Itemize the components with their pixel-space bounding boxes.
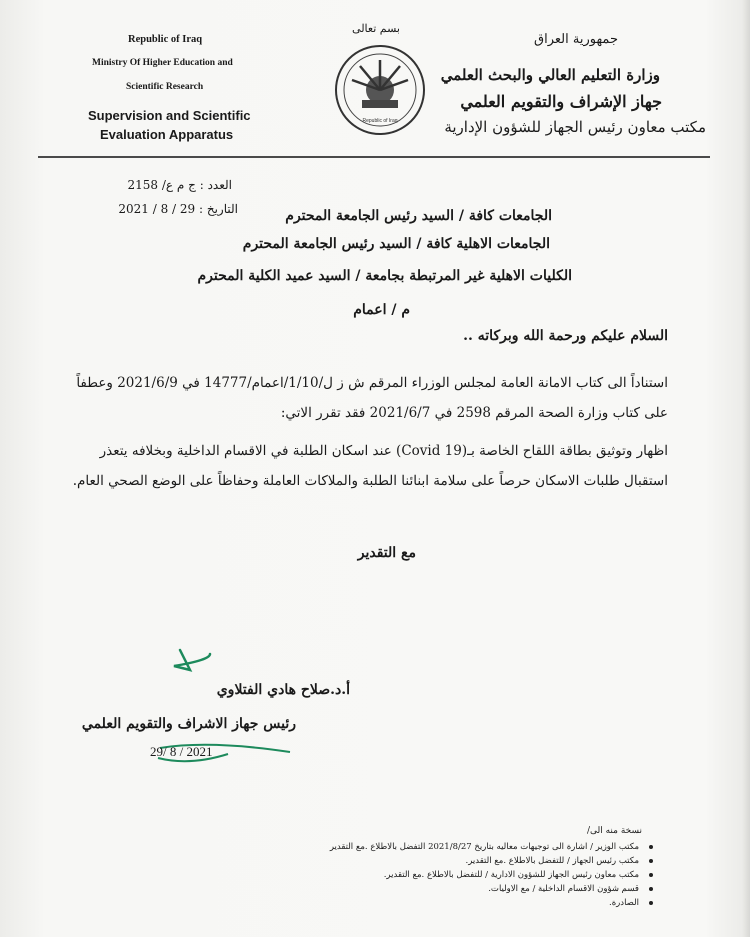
header-en-agency-2: Evaluation Apparatus [100,127,234,142]
closing-remark: مع التقدير [357,545,416,561]
greeting: السلام عليكم ورحمة الله وبركاته .. [463,328,668,344]
addressee-1: الجامعات كافة / السيد رئيس الجامعة المحترم [285,208,552,224]
header-ar-country: جمهورية العراق [534,32,618,47]
copies-list [135,840,655,910]
copy-item: مكتب رئيس الجهاز / للتفضل بالاطلاع .مع التقدير. [135,854,639,868]
header-ar-office: مكتب معاون رئيس الجهاز للشؤون الإدارية [444,118,706,136]
copy-item: مكتب الوزير / اشارة الى توجيهات معاليه بتاريخ 2021/8/27 التفضل بالاطلاع .مع التقدير [135,840,639,854]
emblem-text: Republic of Iraq [362,118,398,124]
body-paragraph-2: اظهار وتوثيق بطاقة اللقاح الخاصة بـ(Covid 19) عند اسكان الطلبة في الاقسام الداخلية وبخلافه يتعذر استقبال طلبات الاسكان حرصاً على سلامة ابنائنا الطلبة والملاكات العاملة وحفاظاً على الوضع الصحي العام. [72,443,668,489]
body-paragraph-1: استناداً الى كتاب الامانة العامة لمجلس الوزراء المرقم ش ز ل/1/10/اعمام/14777 في 2021/6/9 وعطفاً على كتاب وزارة الصحة المرقم 2598 في 2021/6/7 فقد تقرر الاتي: [76,375,668,421]
header-divider [38,156,710,158]
header-en-country: Republic of Iraq [128,34,203,45]
copy-item: مكتب معاون رئيس الجهاز للشؤون الادارية / للتفضل بالاطلاع .مع التقدير. [135,868,639,882]
handwritten-signature-icon [150,640,300,790]
copy-item: الصادرة. [135,896,639,910]
page-edge-shadow [742,0,750,937]
subject-line: م / اعمام [353,302,410,318]
signature-date: 29/ 8 / 2021 [150,744,213,759]
copy-item: قسم شؤون الاقسام الداخلية / مع الاوليات. [135,882,639,896]
signatory-title: رئيس جهاز الاشراف والتقويم العلمي [81,716,296,732]
header-en-agency-1: Supervision and Scientific [88,108,251,123]
addressee-2: الجامعات الاهلية كافة / السيد رئيس الجامعة المحترم [242,236,550,252]
bismillah: بسم تعالى [352,22,400,35]
reference-number: العدد : ج م ع/ 2158 [127,178,232,192]
header-ar-ministry: وزارة التعليم العالي والبحث العلمي [440,66,660,84]
addressee-3: الكليات الاهلية غير المرتبطة بجامعة / السيد عميد الكلية المحترم [197,268,572,284]
header-en-ministry: Ministry Of Higher Education and [92,58,233,68]
header-en-ministry-2: Scientific Research [126,82,204,92]
signatory-name: أ.د.صلاح هادي الفتلاوي [216,682,350,698]
header-ar-agency: جهاز الإشراف والتقويم العلمي [460,92,662,111]
copies-heading: نسخة منه الى/ [586,826,642,836]
reference-date: التاريخ : 29 / 8 / 2021 [118,202,238,216]
